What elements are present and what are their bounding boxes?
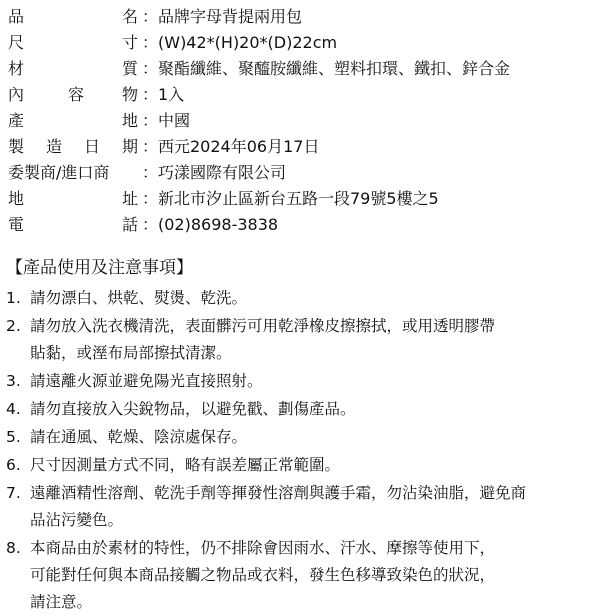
note-text: 請勿放入洗衣機清洗，表面髒污可用乾淨橡皮擦擦拭，或用透明膠帶 貼黏，或溼布局部擦拭清潔。: [30, 317, 496, 362]
note-text: 請遠離火源並避免陽光直接照射。: [30, 372, 263, 390]
spec-row-phone: [8, 212, 598, 238]
note-item: [6, 313, 596, 367]
note-number: 5.: [6, 428, 21, 446]
spec-label: 電 話: [8, 215, 139, 234]
notes-title: 【產品使用及注意事項】: [6, 258, 193, 278]
spec-label: 產 地: [8, 111, 139, 130]
spec-row-size: [8, 30, 598, 56]
note-text: 尺寸因測量方式不同，略有誤差屬正常範圍。: [30, 456, 341, 474]
spec-value: ：巧漾國際有限公司: [142, 163, 287, 182]
spec-label: 材 質: [8, 59, 139, 78]
spec-label: 品 名: [8, 7, 139, 26]
spec-row-origin: [8, 108, 598, 134]
usage-notes: [6, 254, 596, 616]
note-item: [6, 368, 596, 395]
note-number: 1.: [6, 289, 21, 307]
spec-row-manufacture-date: [8, 134, 598, 160]
note-number: 7.: [6, 484, 21, 502]
spec-row-material: [8, 56, 598, 82]
spec-label: 委製商/進口商: [8, 163, 110, 182]
note-number: 3.: [6, 372, 21, 390]
spec-row-importer: [8, 160, 598, 186]
spec-value: ：西元2024年06月17日: [142, 137, 320, 156]
note-number: 2.: [6, 317, 21, 335]
spec-value: ：中國: [142, 111, 191, 130]
note-text: 請勿直接放入尖銳物品，以避免戳、劃傷產品。: [30, 400, 356, 418]
note-item: [6, 396, 596, 423]
note-number: 8.: [6, 539, 21, 557]
note-item: [6, 452, 596, 479]
spec-row-address: [8, 186, 598, 212]
note-item: [6, 480, 596, 534]
note-item: [6, 535, 596, 616]
spec-label: 尺 寸: [8, 33, 139, 52]
note-number: 6.: [6, 456, 21, 474]
note-item: [6, 285, 596, 312]
spec-value: ：新北市汐止區新台五路一段79號5樓之5: [142, 189, 439, 208]
spec-value: ：聚酯纖維、聚醯胺纖維、塑料扣環、鐵扣、鋅合金: [142, 59, 511, 78]
note-number: 4.: [6, 400, 21, 418]
spec-label: 地 址: [8, 189, 139, 208]
note-text: 遠離酒精性溶劑、乾洗手劑等揮發性溶劑與護手霜，勿沾染油脂，避免商 品沾污變色。: [30, 484, 527, 529]
spec-row-name: [8, 4, 598, 30]
note-text: 本商品由於素材的特性，仍不排除會因雨水、汗水、摩擦等使用下， 可能對任何與本商品接觸之物品或衣料，發生色移導致染色的狀況， 請注意。: [30, 539, 496, 611]
spec-value: ：品牌字母背提兩用包: [142, 7, 303, 26]
note-text: 請在通風、乾燥、陰涼處保存。: [30, 428, 248, 446]
spec-label: 內 容 物: [8, 85, 139, 104]
note-item: [6, 424, 596, 451]
spec-label: 製 造 日 期: [8, 137, 139, 156]
spec-row-contents: [8, 82, 598, 108]
spec-value: ：1入: [142, 85, 185, 104]
spec-table: [8, 4, 598, 238]
spec-value: ：(W)42*(H)20*(D)22cm: [142, 33, 338, 52]
note-text: 請勿漂白、烘乾、熨燙、乾洗。: [30, 289, 248, 307]
spec-value: ：(02)8698-3838: [142, 215, 279, 234]
